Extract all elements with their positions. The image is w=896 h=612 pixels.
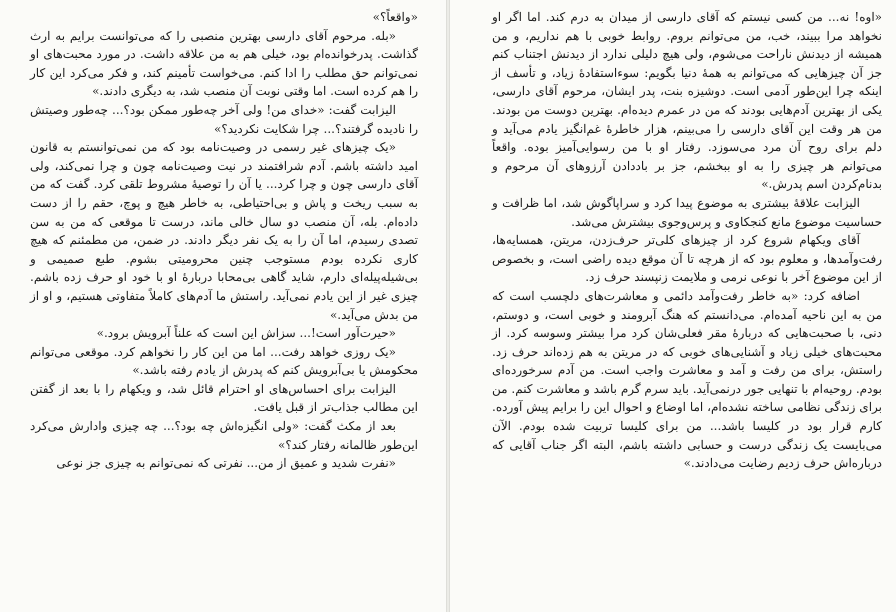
right-page <box>450 0 896 612</box>
right-paragraph-1: «اوه! نه... من کسی نیستم که آقای دارسی از میدان به درم کند. اما اگر او نخواهد مرا ببیند، خب، من می‌توانم بروم. روابط خوبی با هم نداریم، و من همیشه از دیدنش ناراحت می‌شوم، ولی هیچ دلیلی ندارد از دیدنش اجتناب کنم جز آن چیزهایی که می‌توانم به همهٔ دنیا بگویم: سوءاستفادهٔ زیاد، و تأسف از اینکه چرا این‌طور آدمی است. دوشیزه بنت، پدر ایشان، مرحوم آقای دارسی، یکی از بهترین آدم‌هایی بودند که من در عمرم دیده‌ام. بهترین دوست من بودند. من هر وقت این آقای دارسی را می‌بینم، هزار خاطرهٔ غم‌انگیز یادم می‌آید و دلم برای روح آن مرد می‌سوزد. رفتار او با من رسوایی‌آمیز بوده. واقعاً می‌توانم هر چیزی را به او ببخشم، جز بر باددادن آرزوهای آن مرحوم و بدنام‌کردن اسم پدرش.» <box>492 10 883 192</box>
left-paragraph-2: «بله. مرحوم آقای دارسی بهترین منصبی را که می‌توانست برایم به ارث گذاشت. پدرخوانده‌ام بود، خیلی هم به من علاقه داشت. در مورد محبت‌های او نمی‌توانم حق مطلب را ادا کنم. می‌خواست تأمینم کند، و فکر می‌کرد این کار را هم کرده است. اما وقتی نوبت آن منصب شد، به دیگری دادند.» <box>30 28 418 99</box>
left-paragraph-3: الیزابت گفت: «خدای من! ولی آخر چه‌طور ممکن بود؟... چه‌طور وصیتش را نادیده گرفتند؟... چرا شکایت نکردید؟» <box>30 102 418 136</box>
left-paragraph-5: «حیرت‌آور است!... سزاش این است که علناً آبرویش برود.» <box>96 326 396 341</box>
right-paragraph-2: الیزابت علاقهٔ بیشتری به موضوع پیدا کرد و سراپاگوش شد، اما ظرافت و حساسیت موضوع مانع کنجکاوی و پرس‌وجوی بیشترش می‌شد. <box>492 195 882 229</box>
left-page <box>0 0 446 612</box>
right-paragraph-4: اضافه کرد: «به خاطر رفت‌وآمد دائمی و معاشرت‌های دلچسب است که من به این ناحیه آمده‌ام. می‌دانستم که هنگ آبرومند و خوبی است، و دوستم، دنی، با صحبت‌هایی که دربارهٔ مقر فعلی‌شان کرد مرا بیشتر وسوسه کرد. از محبت‌های خیلی زیاد و آشنایی‌های خوبی که در مریتن به هم زده‌اند حرف زد. راستش، برای من رفت و آمد و معاشرت واجب است. من آدم سرخورده‌ای بودم. روحیه‌ام با تنهایی جور درنمی‌آید. باید سرم گرم باشد و معاشرت کنم. من برای زندگی نظامی ساخته نشده‌ام، اما اوضاع و احوال این را برایم پیش آورده. کارم قرار بود در کلیسا باشد... من برای کلیسا تربیت شده بودم. الآن می‌بایست یک زندگی درست و حسابی داشته باشم، البته اگر جناب آقایی که درباره‌اش حرف زدیم رضایت می‌دادند.» <box>492 288 882 471</box>
right-paragraph-3: آقای ویکهام شروع کرد از چیزهای کلی‌تر حرف‌زدن، مریتن، همسایه‌ها، رفت‌وآمدها، و معلوم بود که از هرچه تا آن موقع دیده راضی است، و بخصوص از این موضوع آخر با نوعی نرمی و ملایمت زنپسند حرف زد. <box>492 233 882 285</box>
left-paragraph-4: «یک چیزهای غیر رسمی در وصیت‌نامه بود که من نمی‌توانستم به قانون امید داشته باشم. آدم شرافتمند در نیت وصیت‌نامه چون و چرا نمی‌کند، ولی آقای دارسی چون و چرا کرد... یا آن را توصیهٔ مشروط تلقی کرد. گفت که من به سبب ریخت و پاش و بی‌احتیاطی، به خاطر هیچ و پوچ، حقم را از دست داده‌ام. بله، آن منصب دو سال خالی ماند، درست تا موقعی که من به سن تصدی رسیدم، اما آن را به یک نفر دیگر دادند. در ضمن، من مطمئنم که هیچ کاری نکرده بودم مستوجب چنین محرومیتی بشوم. طبع صمیمی و بی‌شیله‌پیله‌ای دارم، شاید گاهی بی‌محابا دربارهٔ او با خود او حرف زده باشم. چیزی غیر از این یادم نمی‌آید. راستش ما آدم‌های کاملاً متفاوتی هستیم، و او از من بدش می‌آید.» <box>30 140 418 322</box>
left-paragraph-8: بعد از مکث گفت: «ولی انگیزه‌اش چه بود؟... چه چیزی وادارش می‌کرد این‌طور ظالمانه رفتار کند؟» <box>30 419 418 452</box>
left-paragraph-1: «واقعاً؟» <box>372 10 418 24</box>
left-paragraph-9: «نفرت شدید و عمیق از من... نفرتی که نمی‌توانم به چیزی جز نوعی <box>56 456 396 471</box>
left-paragraph-6: «یک روزی خواهد رفت... اما من این کار را نخواهم کرد. موقعی می‌توانم محکومش یا بی‌آبرویش کنم که پدرش از یادم رفته باشد.» <box>30 344 418 378</box>
left-paragraph-7: الیزابت برای احساس‌های او احترام قائل شد، و ویکهام را با بعد از گفتن این مطالب جذاب‌تر از قبل یافت. <box>30 381 418 415</box>
